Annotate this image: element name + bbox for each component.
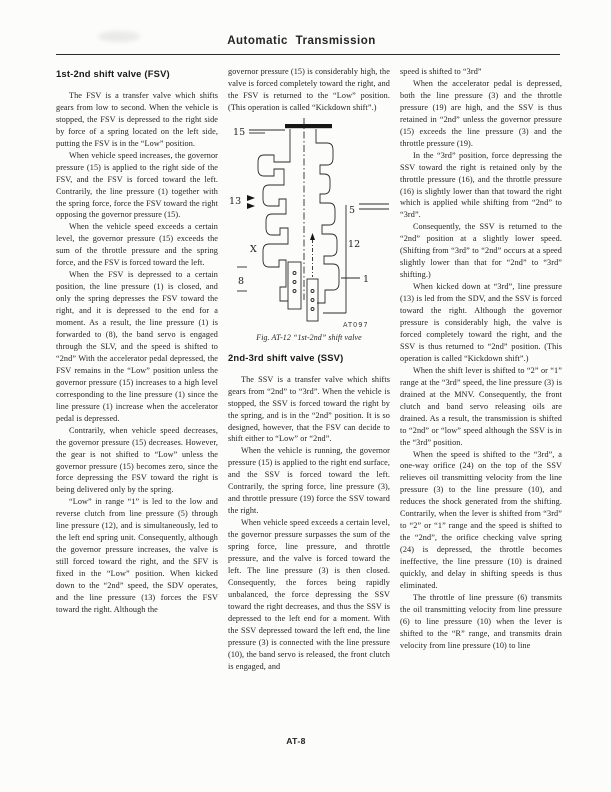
up-arrow-icon xyxy=(310,233,315,240)
diagram-right-outline xyxy=(316,129,339,303)
content-columns xyxy=(56,66,562,762)
figure-code: AT097 xyxy=(343,320,369,329)
arrow-right-icon xyxy=(247,203,255,209)
figure-label-13: 13 xyxy=(229,195,242,207)
spring-coil xyxy=(293,289,296,292)
fsv-paragraph: When the FSV is depressed to a certain position, the line pressure (1) is closed, and only the spring depresses the FSV toward the right, and it is depressed to the end for a moment. As a result, the line pressure (1) is forwarded to (8), the band servo is engaged through the SLV, and the speed is shifted to “2nd” With the accelerator pedal depressed, the FSV remains in the “Low” position unless the governor pressure (15) increases to a high level corresponding to the line pressure (1) since the line pressure (1) increase when the accelerator pedal is depressed. xyxy=(56,270,218,423)
ssv-paragraph: When the speed is shifted to the “3rd”, a one-way orifice (24) on the top of the SSV relieves oil transmitting velocity from the line pressure (3) to the line pressure (10), and reduces the shock generated from the shifting. Contrarily, when the lever is shifted from “3rd” to “2” or “1” range and the speed is shifted to the “2nd”, the orifice checking valve spring (24) is depressed, the throttle becomes ineffective, the line pressure (10) is drained quickly, and delay in shifting speeds is thus eliminated. xyxy=(400,449,562,590)
ssv-paragraph: When the shift lever is shifted to “2” or “1” range at the “3rd” speed, the line pressure (3) is drained at the MNV. Consequently, the front clutch and band servo releasing oils are drained. As a result, the transmission is shifted to “2nd” or “low” speed although the SSV is in the “3rd” position. xyxy=(400,365,562,447)
spring-coil xyxy=(293,280,296,283)
fsv-paragraph: When the vehicle speed exceeds a certain level, the governor pressure (15) exceeds the sum of the throttle pressure and the spring force, and the FSV is forced toward the left. xyxy=(56,222,218,268)
ssv-paragraph: When the accelerator pedal is depressed, both the line pressure (3) and the throttle pressure (19) are high, and the SSV is thus retained in “2nd” unless the governor pressure (15) exceeds the line pressure (3) and the throttle pressure (19). xyxy=(400,78,562,148)
spring-coil xyxy=(311,298,314,301)
fsv-paragraph: “Low” in range “1” is led to the low and reverse clutch from line pressure (5) through line pressure (12), and is simultaneously, led to the left end spring unit. Consequently, although the governor pressure increases, the valve is still forced toward the right, and the SFV is fixed in the “Low” position. When kicked down to the “2nd” speed, the SDV operates, and the line pressure (13) forces the FSV toward the right. Although the xyxy=(56,497,218,614)
column-1 xyxy=(56,66,218,762)
spring-coil xyxy=(311,307,314,310)
figure-caption: Fig. AT-12 “1st-2nd” shift valve xyxy=(256,332,362,342)
diagram-spring-box-left xyxy=(288,262,301,309)
page-number: AT-8 xyxy=(286,736,306,746)
spring-coil xyxy=(293,271,296,274)
fsv-paragraph: Contrarily, when vehicle speed decreases, the governor pressure (15) decreases. However, the gear is not shifted to “Low” unless the governor pressure (15) becomes zero, since the force depressing the FSV toward the right is being delivered only by the spring. xyxy=(56,425,218,495)
ssv-paragraph: When the vehicle is running, the governor pressure (15) is applied to the right end surface, and the SSV is forced toward the left. Contrarily, the spring force, line pressure (3), and throttle pressure (19) force the SSV toward the right. xyxy=(228,446,390,516)
figure-label-x: X xyxy=(250,243,257,255)
diagram-left-outline xyxy=(258,129,290,301)
ssv-paragraph: In the “3rd” position, force depressing the SSV toward the right is retained only by the throttle pressure (16), and the throttle pressure (16) is slightly lower than that toward the right which is applied while shifting from “2nd” to “3rd”. xyxy=(400,150,562,220)
figure-at-12 xyxy=(228,117,390,331)
ssv-paragraph: When kicked down at “3rd”, line pressure (13) is led from the SDV, and the SSV is forced toward the right. Although the governor pressure is considerably high, the valve is forced completely toward the right, and the SSV is thus returned to “2nd” position. (This operation is called “Kickdown shift”.) xyxy=(400,282,562,363)
figure-label-1: 1 xyxy=(363,273,370,285)
fsv-paragraph: The FSV is a transfer valve which shifts gears from low to second. When the vehicle is stopped, the FSV is depressed to the right side by force of a spring located on the left side, putting the FSV is in the “Low” position. xyxy=(56,90,218,148)
ssv-section-heading: 2nd-3rd shift valve (SSV) xyxy=(228,351,344,363)
arrow-right-icon xyxy=(247,195,255,201)
figure-label-5: 5 xyxy=(349,204,356,216)
ssv-paragraph: The SSV is a transfer valve which shifts gears from “2nd” to “3rd”. When the vehicle is stopped, the SSV is forced toward the right by the spring, and is in the “2nd” position. It is so designed, however, that the FSV can decide to shift either to “Low” or “2nd”. xyxy=(228,374,390,444)
ssv-paragraph: The throttle of line pressure (6) transmits the oil transmitting velocity from line pressure (6) to line pressure (10) when the lever is shifted to the “R” range, and transmits drain velocity from line pressure (10) to line xyxy=(400,592,562,650)
column-2 xyxy=(228,66,390,762)
spring-coil xyxy=(311,289,314,292)
figure-label-15: 15 xyxy=(233,126,246,138)
diagram-spring-box-right xyxy=(307,279,318,321)
page-title: Automatic Transmission xyxy=(227,35,376,47)
valve-diagram xyxy=(228,117,395,331)
figure-label-8: 8 xyxy=(238,275,245,287)
figure-label-12: 12 xyxy=(348,238,361,250)
header-rule xyxy=(56,54,560,55)
ssv-paragraph: When vehicle speed exceeds a certain level, the governor pressure surpasses the sum of the spring force, line pressure, and throttle pressure, and the valve is forced toward the left. The line pressure (3) is then closed. Consequently, the forces being rapidly unbalanced, the force depressing the SSV toward the right decreases, and thus the SSV is depressed to the left end for a moment. With the SSV depressed toward the left end, the line pressure (3) is connected with the line pressure (10), the band servo is released, the front clutch is engaged, and xyxy=(228,518,390,671)
fsv-paragraph-continued: governor pressure (15) is considerably high, the valve is forced completely toward the right, and the FSV is returned to the “Low” position. (This operation is called “Kickdown shift”.) xyxy=(228,67,390,112)
ssv-paragraph: Consequently, the SSV is returned to the “2nd” position at a slightly lower speed. (Shifting from “3rd” to “2nd” occurs at a speed slightly lower than that for “2nd” to “3rd” shifting.) xyxy=(400,222,562,280)
fsv-paragraph: When vehicle speed increases, the governor pressure (15) is applied to the right side of the FSV, and the FSV is forced toward the left. Contrarily, the line pressure (1) together with the spring force, force the FSV toward the right opposing the governor pressure (15). xyxy=(56,150,218,220)
fsv-section-heading: 1st-2nd shift valve (FSV) xyxy=(56,68,170,79)
diagram-top-plate xyxy=(285,124,332,128)
ssv-paragraph-continued: speed is shifted to “3rd” xyxy=(400,67,482,76)
column-3 xyxy=(400,66,562,762)
